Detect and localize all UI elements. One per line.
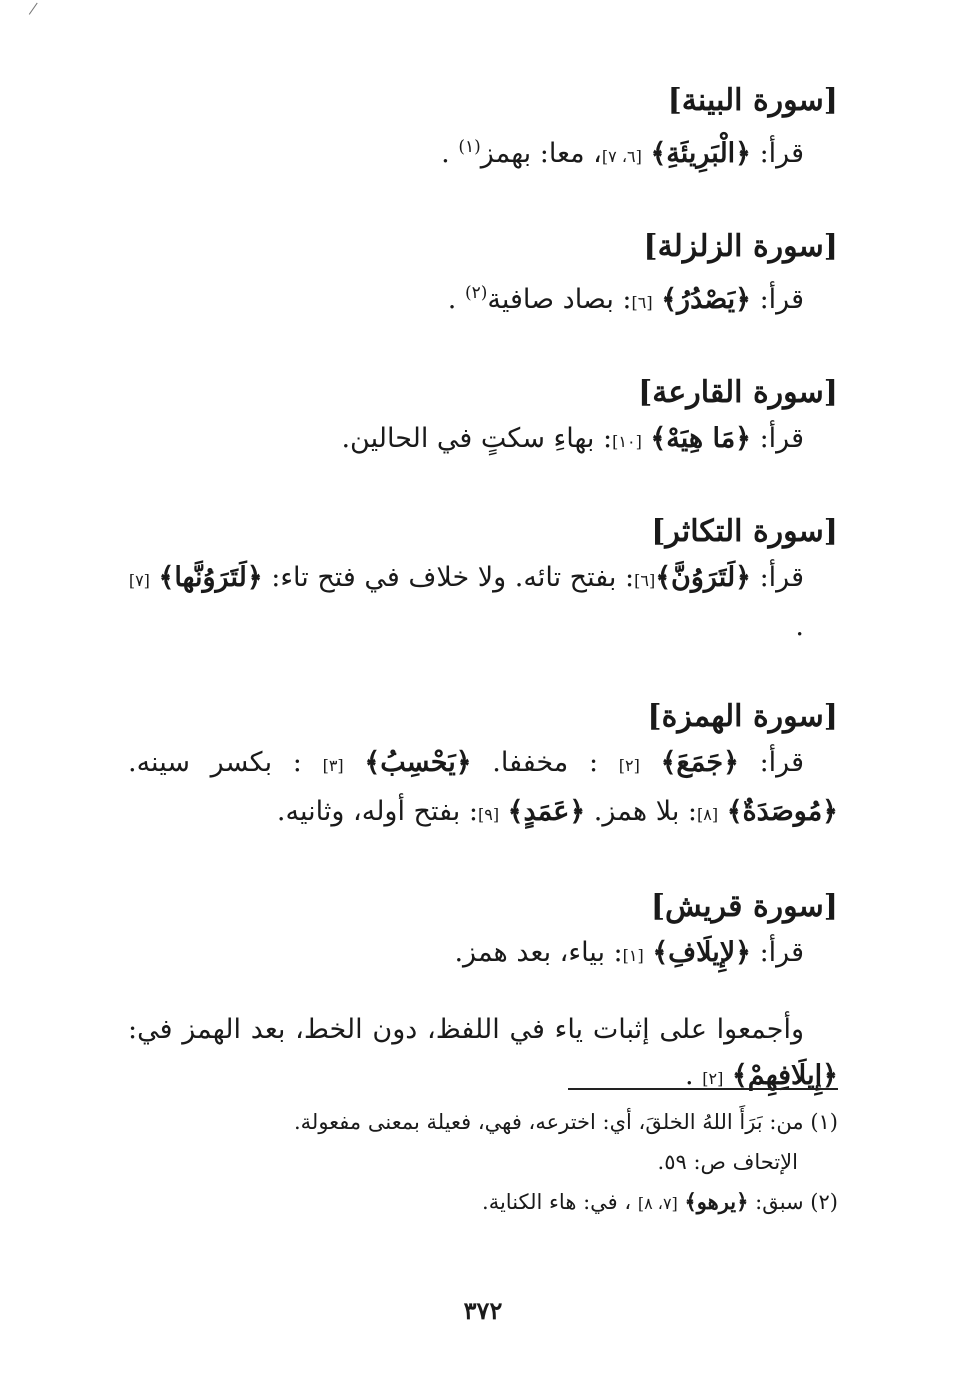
quran-word: ﴿يرهو﴾ (684, 1189, 749, 1214)
quran-word: ﴿مَا هِيَهْ﴾ (650, 423, 751, 454)
reading-note: : بفتح أوله، وثانيه. (276, 796, 478, 827)
reading-intro: قرأ: (751, 562, 804, 593)
footnote-continuation: الإتحاف ص: ٥٩. (657, 1150, 798, 1174)
section-heading: [سورة القارعة] (638, 375, 838, 410)
reading-note: : بلا همز. (585, 796, 698, 827)
quran-word: ﴿مُوصَدَةٌ﴾ (726, 796, 838, 827)
section-heading: [سورة البينة] (667, 83, 838, 118)
verse-ref: [٢] (618, 756, 640, 775)
reading-line (128, 416, 838, 465)
quran-word: ﴿لَتَرَوُنَّ﴾ (655, 562, 751, 593)
reading-note: : بصاد صافية (487, 284, 632, 315)
verse-ref: [١٠] (612, 432, 642, 451)
reading-note: : بهاءِ سكتٍ في الحالين. (341, 423, 613, 454)
reading-intro: قرأ: (751, 423, 804, 454)
reading-intro: قرأ: (751, 284, 804, 315)
reading-line (128, 740, 838, 789)
footnote (128, 1182, 838, 1224)
footnotes (128, 1088, 838, 1224)
footnote-intro: (٢) سبق: (748, 1190, 838, 1214)
reading-note: : مخففا. (471, 747, 599, 778)
period: . (685, 1060, 694, 1091)
reading-line (128, 789, 838, 838)
reading-intro: قرأ: (751, 138, 804, 169)
quran-word: ﴿يَصْدُرُ﴾ (661, 284, 751, 315)
verse-ref: [٢] (702, 1069, 724, 1088)
quran-word: ﴿يَحْسِبُ﴾ (364, 747, 472, 778)
reading-note: ، معا: بهمز (480, 138, 602, 169)
reading-line (128, 124, 838, 180)
quran-word: ﴿لَتَرَوُنَّها﴾ (158, 562, 263, 593)
page-number: ٣٧٢ (463, 1296, 503, 1325)
reading-line (128, 270, 838, 326)
reading-note: : بكسر سينه. (128, 747, 302, 778)
period: . (447, 284, 457, 315)
period: . (441, 138, 450, 169)
closing-paragraph-line: وأجمعوا على إثبات ياء في اللفظ، دون الخط، بعد الهمز في: (128, 1014, 804, 1045)
footnote-note: ، في: هاء الكناية. (482, 1190, 632, 1214)
verse-ref: [١] (622, 946, 644, 965)
scan-mark (29, 3, 44, 20)
reading-intro: قرأ: (738, 747, 804, 778)
verse-ref: [٨] (697, 805, 719, 824)
verse-ref: [٦، ٧] (601, 147, 642, 166)
section-heading: [سورة قريش] (650, 889, 838, 924)
verse-ref: [٧، ٨] (637, 1194, 678, 1213)
reading-line (128, 555, 838, 650)
section-heading: [سورة الزلزلة] (643, 229, 838, 264)
footnote-marker: (١) (458, 137, 481, 157)
reading-note: : بفتح تائه. ولا خلاف في فتح تاء: (262, 562, 635, 593)
quran-word: ﴿إِيلَافِهِمْ﴾ (731, 1060, 838, 1091)
section-heading: [سورة التكاثر] (651, 514, 838, 549)
quran-word: ﴿الْبَرِيئَةِ﴾ (650, 138, 751, 169)
period: . (795, 611, 804, 642)
reading-note: : بياء، بعد همز. (454, 937, 623, 968)
footnote: (١) من: بَرَأَ اللهُ الخلقَ، أي: اخترعه، فهي، فعيلة بمعنى مفعولة. (294, 1110, 838, 1134)
reading-line (128, 930, 838, 979)
footnote-separator (568, 1088, 838, 1090)
section-heading: [سورة الهمزة] (647, 699, 838, 734)
verse-ref: [٣] (322, 756, 344, 775)
quran-word: ﴿عَمَدٍ﴾ (507, 796, 586, 827)
footnote-marker: (٢) (464, 283, 488, 303)
reading-intro: قرأ: (751, 937, 804, 968)
main-text (128, 78, 838, 1102)
verse-ref: [٩] (477, 805, 500, 824)
verse-ref: [٦] (631, 293, 653, 312)
verse-ref: [٦] (634, 571, 656, 590)
quran-word: ﴿جَمَعَ﴾ (660, 747, 739, 778)
quran-word: ﴿لإِيلَافِ﴾ (652, 937, 751, 968)
verse-ref: [٧] (128, 571, 150, 590)
